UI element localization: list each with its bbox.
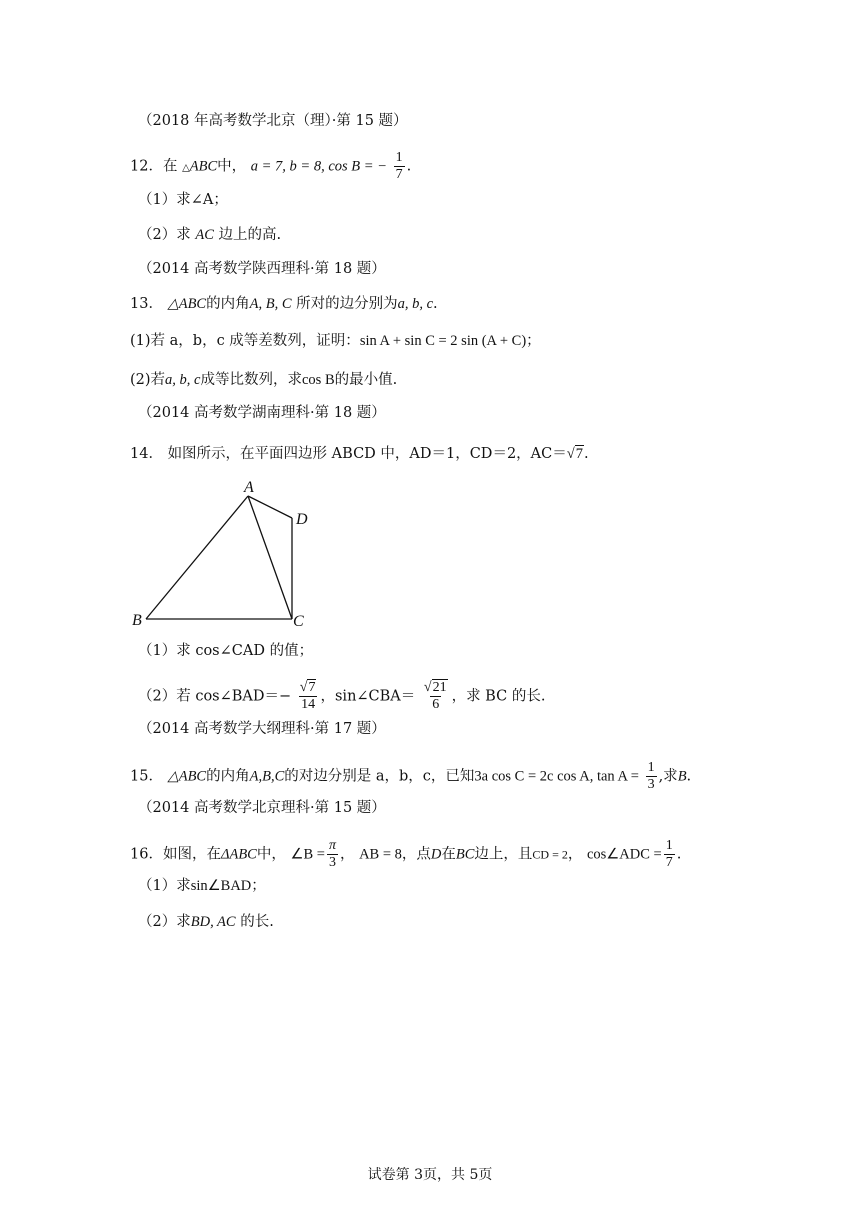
radicand: 7 — [308, 680, 316, 695]
angles: A, B, C — [249, 296, 292, 312]
page-footer: 试卷第 3页，共 5页 — [367, 1167, 493, 1183]
fraction — [664, 838, 675, 871]
denominator: 3 — [328, 855, 336, 870]
text: （2）求 — [138, 914, 191, 930]
text: 中， — [256, 846, 286, 863]
period: . — [583, 446, 589, 462]
fraction — [327, 838, 338, 871]
formula: sin∠BAD — [190, 878, 252, 894]
radicand: 21 — [432, 680, 447, 695]
question-14-part-2 — [138, 680, 545, 713]
text: 如图所示，在平面四边形 ABCD 中，AD＝1，CD＝2，AC＝ — [167, 446, 567, 462]
question-16-source: （2014 高考数学北京理科·第 15 题） — [138, 800, 386, 816]
text: 边上，且 — [474, 846, 533, 863]
denominator: 7 — [665, 855, 673, 870]
numerator: √7 — [299, 680, 316, 695]
text: ； — [526, 333, 541, 349]
text: ； — [251, 878, 266, 894]
question-12-stem — [130, 150, 411, 183]
text: ，sin∠CBA＝ — [320, 688, 416, 705]
formula: ∠B = — [290, 846, 325, 863]
angle-b: B — [677, 768, 687, 785]
label-a: A — [244, 479, 254, 496]
text: 的对边分别是 a，b，c，已知 — [284, 768, 475, 785]
formula: 3a cos C = 2c cos A, tan A = — [474, 768, 639, 785]
formula: AB = 8 — [359, 846, 402, 863]
question-16-part-2 — [138, 912, 274, 932]
point-d: D — [430, 846, 442, 863]
text: 如图，在 — [162, 846, 221, 863]
quadrilateral-figure — [128, 478, 328, 628]
text: 在 — [162, 158, 178, 175]
sides: a, b, c — [165, 372, 201, 388]
fraction — [422, 680, 450, 713]
label-b: B — [132, 612, 142, 628]
text: 的内角 — [206, 768, 250, 785]
sides: a, b, c — [397, 296, 434, 312]
question-14-stem — [130, 444, 589, 464]
question-number: 15． — [130, 768, 163, 785]
condition-formula: a = 7, b = 8, cos B = − — [250, 158, 387, 175]
fraction — [298, 680, 319, 713]
denominator: 3 — [647, 777, 655, 792]
text: ，求 BC 的长. — [451, 688, 546, 705]
triangle-symbol: △ — [182, 162, 190, 174]
formula: CD = 2 — [532, 847, 568, 862]
segment-ac: AC — [195, 227, 214, 243]
period: . — [433, 296, 438, 312]
question-15-source: （2014 高考数学大纲理科·第 17 题） — [138, 721, 386, 737]
radicand: 7 — [575, 446, 583, 462]
period: . — [686, 768, 692, 785]
text: （1）求 — [138, 878, 191, 894]
fraction — [646, 760, 657, 793]
period: . — [676, 846, 682, 863]
formula: cos B — [301, 372, 335, 388]
text: (1)若 a，b，c 成等差数列，证明： — [130, 333, 360, 349]
angles: A,B,C — [249, 768, 285, 785]
question-12-part-1: （1）求∠A； — [138, 192, 228, 208]
text: 的长. — [240, 914, 274, 930]
question-13-part-2 — [130, 370, 397, 390]
segments: BD, AC — [190, 914, 236, 930]
text: 成等比数列，求 — [200, 372, 302, 388]
label-c: C — [293, 613, 304, 628]
question-16-part-1 — [138, 876, 266, 896]
question-13-part-1 — [130, 331, 541, 351]
fraction — [394, 150, 405, 183]
text: ， — [339, 846, 355, 863]
question-16-stem — [130, 838, 681, 871]
question-14-part-1: （1）求 cos∠CAD 的值； — [138, 643, 314, 659]
question-number: 16． — [130, 846, 163, 863]
sqrt: √7 — [566, 446, 583, 462]
numerator: 1 — [395, 150, 403, 165]
text: 的最小值. — [334, 372, 398, 388]
question-12-source: （2018 年高考数学北京（理）·第 15 题） — [138, 113, 408, 129]
question-15-stem — [130, 760, 691, 793]
numerator: 1 — [665, 838, 673, 853]
text: 中， — [217, 158, 247, 175]
numerator: √21 — [423, 680, 447, 695]
denominator: 6 — [432, 697, 440, 712]
text: (2)若 — [130, 372, 166, 388]
denominator: 7 — [395, 167, 403, 182]
question-14-source: （2014 高考数学湖南理科·第 18 题） — [138, 405, 386, 421]
triangle-name: △ABC — [167, 768, 207, 785]
segment-bc: BC — [455, 846, 475, 863]
question-number: 12． — [130, 158, 163, 175]
triangle-name: △ABC — [167, 296, 207, 312]
text: 所对的边分别为 — [296, 296, 398, 312]
text: 在 — [441, 846, 456, 863]
text: ,求 — [658, 768, 678, 785]
numerator: 1 — [647, 760, 655, 775]
question-13-source: （2014 高考数学陕西理科·第 18 题） — [138, 261, 386, 277]
text: （2）求 — [138, 227, 191, 243]
text: （2）若 cos∠BAD＝− — [138, 688, 292, 705]
question-number: 13． — [130, 296, 163, 312]
question-12-part-2 — [138, 225, 281, 245]
triangle-name: ΔABC — [220, 846, 257, 863]
text: 边上的高. — [218, 227, 282, 243]
text: ，点 — [401, 846, 431, 863]
denominator: 14 — [301, 697, 316, 712]
triangle-name: ABC — [189, 158, 218, 175]
text: 的内角 — [206, 296, 250, 312]
label-d: D — [296, 511, 308, 528]
segment-ab — [146, 496, 248, 619]
question-13-stem — [130, 294, 438, 314]
period: . — [406, 158, 412, 175]
question-number: 14． — [130, 446, 163, 462]
formula: sin A + sin C = 2 sin (A + C) — [359, 333, 527, 349]
numerator: π — [328, 838, 336, 853]
formula: cos∠ADC = — [586, 846, 662, 863]
text: ， — [567, 846, 583, 863]
